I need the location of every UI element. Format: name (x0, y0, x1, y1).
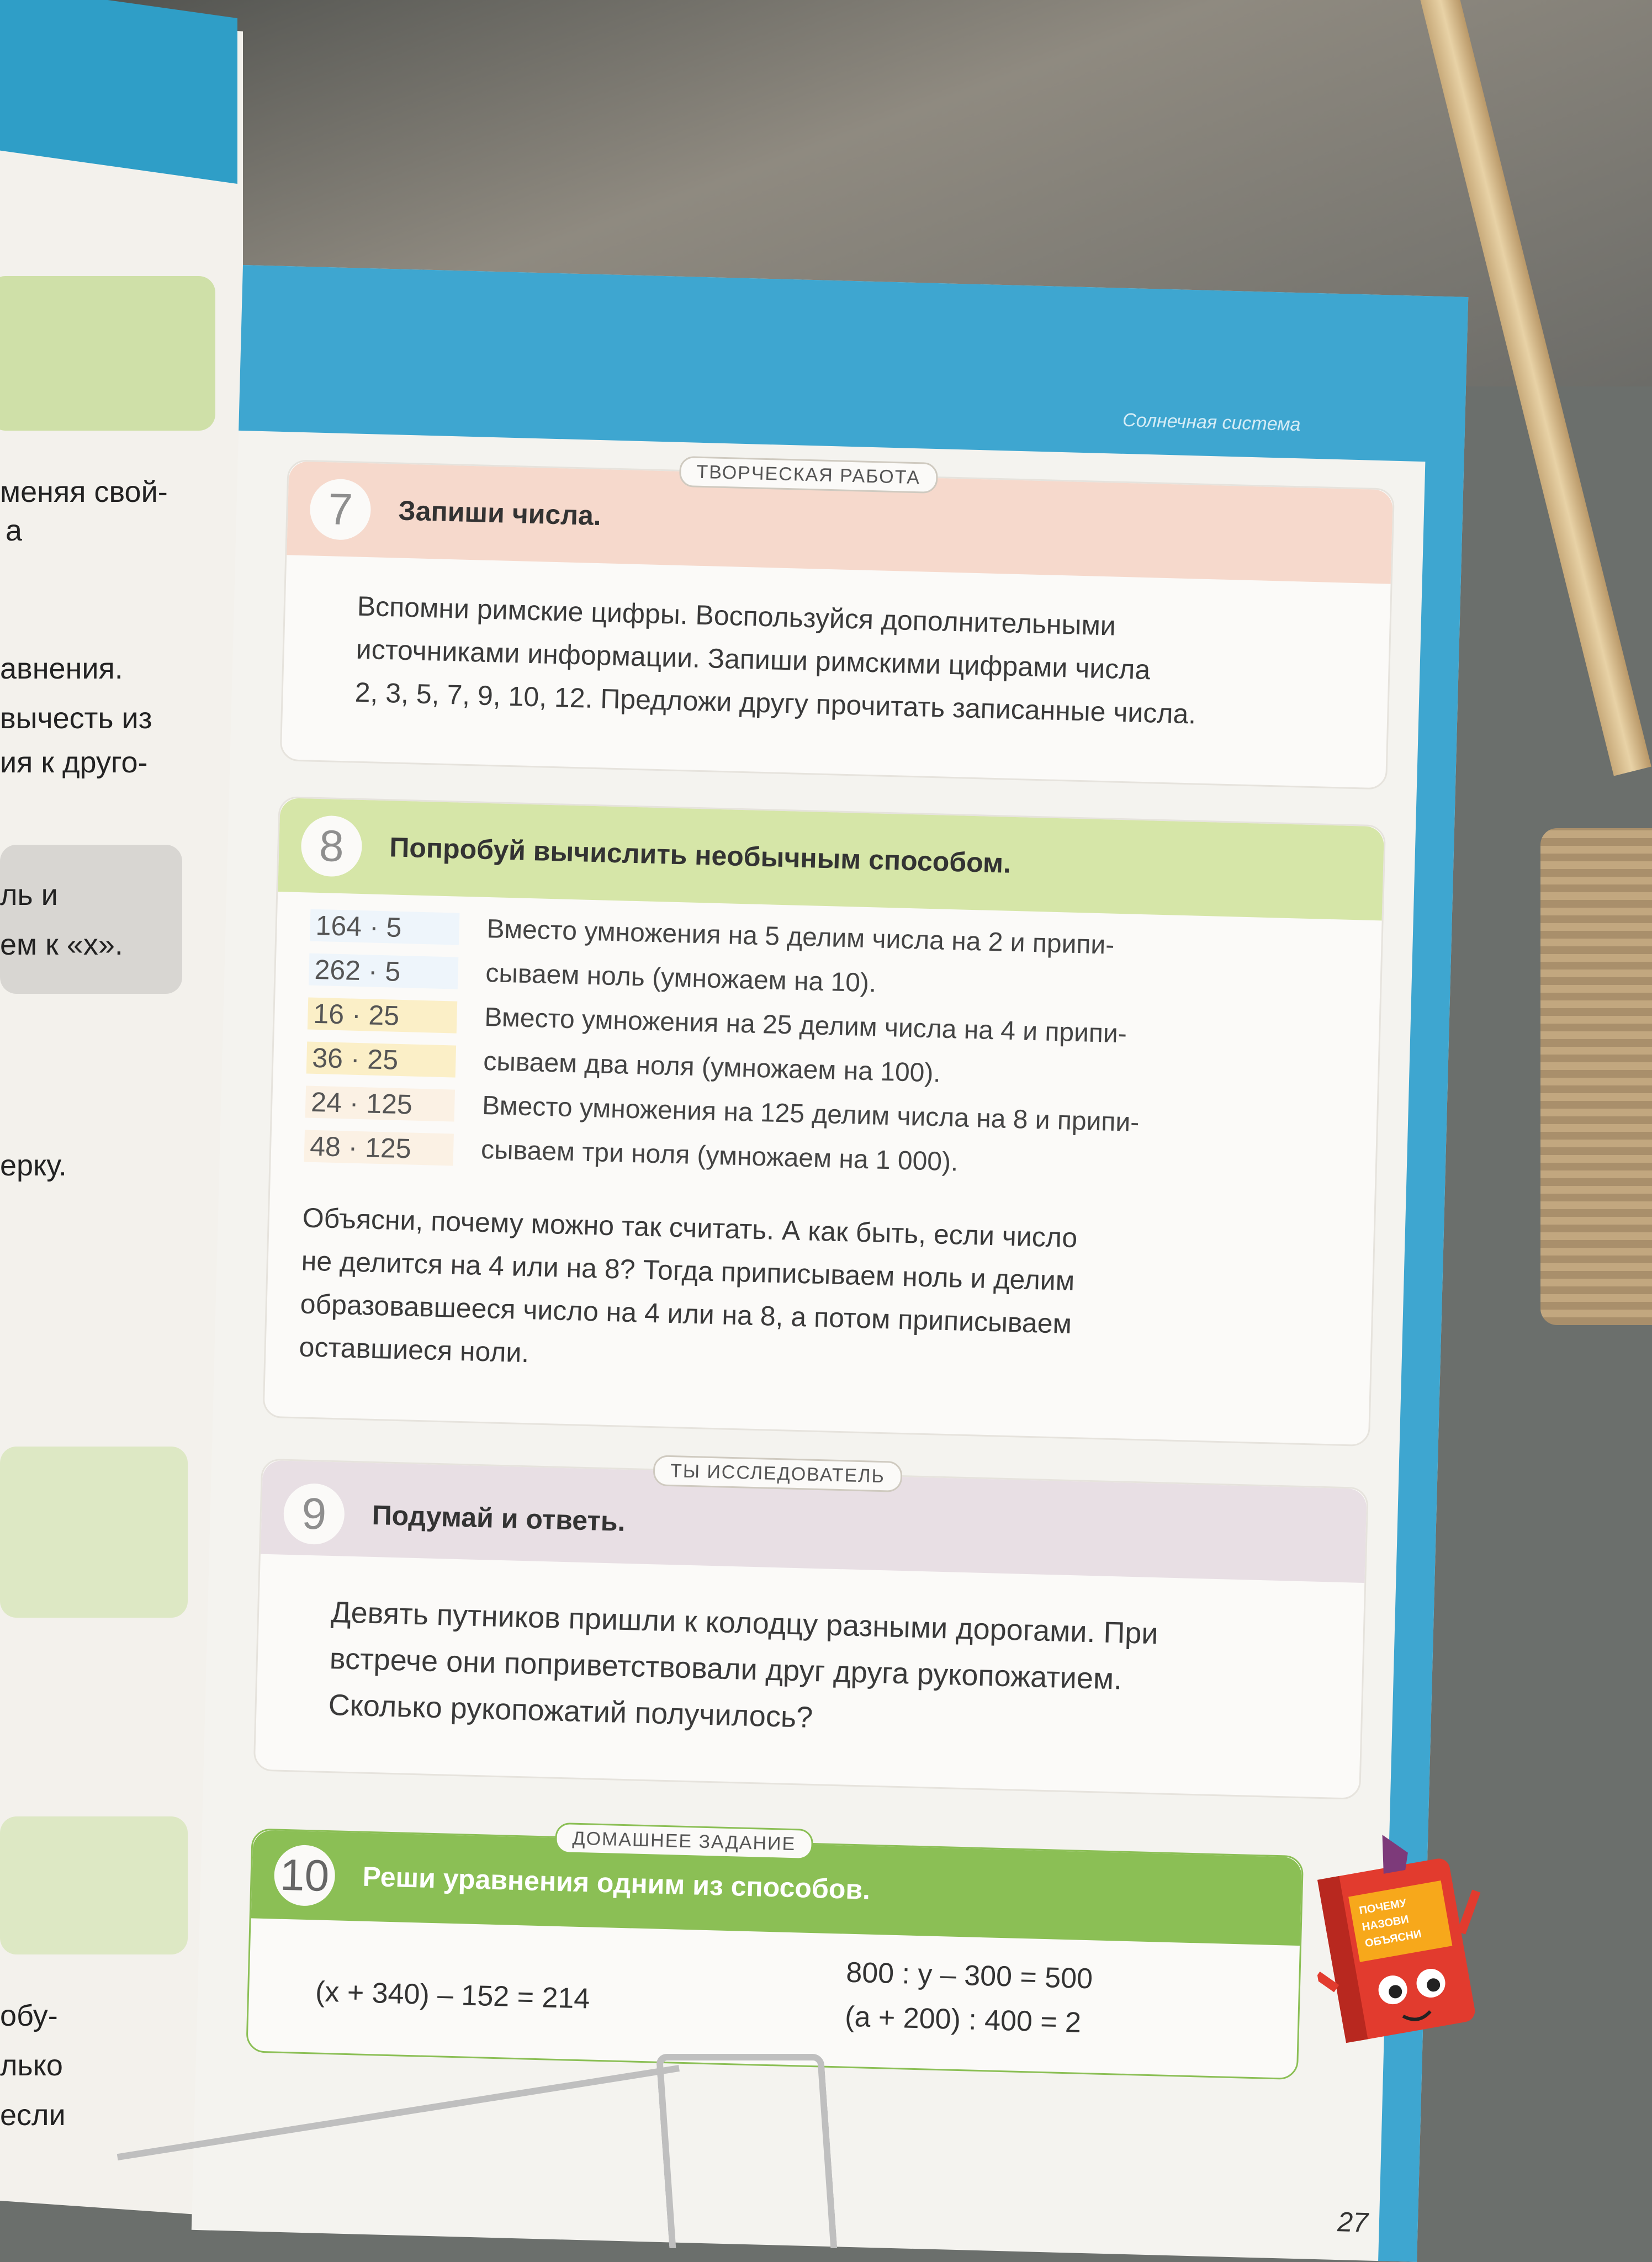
text-line: встрече они поприветствовали друг друга рукопожатием. (329, 1641, 1122, 1696)
page-number: 27 (1337, 2206, 1369, 2238)
task-7-text (354, 585, 1199, 736)
equation: (a + 200) : 400 = 2 (844, 2000, 1082, 2039)
task-8-row (309, 953, 458, 989)
rule-text: Вместо умножения на 5 делим числа на 2 и припи- (486, 914, 1115, 960)
right-page (192, 265, 1468, 2262)
task-7-card (280, 459, 1395, 790)
expression: 36 · 25 (306, 1042, 456, 1078)
left-page-green-box-2 (0, 1447, 188, 1618)
mascot-sign-line: ПОЧЕМУ (1358, 1897, 1407, 1917)
expression: 24 · 125 (305, 1085, 455, 1121)
left-page-gray-box (0, 845, 182, 994)
left-line: ль и (0, 878, 58, 912)
task-9-card (253, 1459, 1369, 1800)
task-8-explanation (299, 1196, 1078, 1389)
left-line: а (6, 514, 23, 547)
text-line: оставшиеся ноли. (299, 1331, 530, 1369)
left-line: лько (0, 2049, 63, 2082)
task-7-number: 7 (309, 478, 372, 541)
rule-text: сываем три ноля (умножаем на 1 000). (480, 1135, 959, 1177)
text-line: Вспомни римские цифры. Воспользуйся дополнительными (357, 590, 1116, 642)
left-line: вычесть из (0, 702, 152, 735)
task-8-card (262, 796, 1386, 1447)
equation: (x + 340) – 152 = 214 (315, 1975, 591, 2015)
equation: 800 : y – 300 = 500 (845, 1956, 1093, 1995)
rule-text: сываем два ноля (умножаем на 100). (483, 1046, 941, 1088)
creative-work-tag: ТВОРЧЕСКАЯ РАБОТА (679, 456, 938, 494)
mascot-sign-line: ОБЪЯСНИ (1364, 1927, 1423, 1950)
rule-text: сываем ноль (умножаем на 10). (485, 958, 877, 998)
task-8-number: 8 (300, 815, 363, 877)
task-10-card (246, 1828, 1304, 2080)
rule-text: Вместо умножения на 125 делим числа на 8 и припи- (481, 1090, 1140, 1138)
task-10-number: 10 (273, 1845, 336, 1907)
text-line: источниками информации. Запиши римскими цифрами числа (356, 633, 1151, 686)
rule-text: Вместо умножения на 25 делим числа на 4 и припи- (484, 1002, 1127, 1049)
text-line: не делится на 4 или на 8? Тогда приписываем ноль и делим (301, 1245, 1075, 1297)
homework-tag: ДОМАШНЕЕ ЗАДАНИЕ (555, 1823, 813, 1860)
text-line: Объясни, почему можно так считать. А как быть, если число (302, 1202, 1078, 1254)
left-page-green-box-3 (0, 1816, 188, 1954)
left-line: ия к друго- (0, 746, 148, 779)
text-line: 2, 3, 5, 7, 9, 10, 12. Предложи другу прочитать записанные числа. (354, 676, 1196, 730)
left-line: авнения. (0, 652, 123, 685)
text-line: Сколько рукопожатий получилось? (327, 1688, 813, 1734)
mascot-sign-line: НАЗОВИ (1361, 1913, 1410, 1933)
task-8-row (304, 1130, 454, 1166)
task-8-row (305, 1085, 455, 1121)
task-9-title: Подумай и ответь. (372, 1499, 626, 1537)
wire-stand (656, 2054, 838, 2248)
researcher-tag: ТЫ ИССЛЕДОВАТЕЛЬ (653, 1455, 902, 1492)
expression: 48 · 125 (304, 1130, 454, 1166)
left-line: обу- (0, 1999, 58, 2032)
task-8-row (310, 909, 459, 945)
left-line: ем к «х». (0, 928, 123, 961)
section-title: Солнечная система (1122, 409, 1301, 436)
task-8-title: Попробуй вычислить необычным способом. (389, 831, 1012, 879)
left-page-green-box (0, 276, 215, 431)
task-10-title: Реши уравнения одним из способов. (362, 1861, 871, 1905)
text-line: образовавшееся число на 4 или на 8, а потом приписываем (300, 1288, 1072, 1339)
task-8-row (308, 998, 457, 1034)
expression: 164 · 5 (310, 909, 459, 945)
task-9-text (328, 1589, 1159, 1750)
task-7-title: Запиши числа. (398, 495, 602, 532)
expression: 262 · 5 (309, 953, 458, 989)
expression: 16 · 25 (308, 998, 457, 1034)
left-line: меняя свой- (0, 475, 168, 508)
task-9-number: 9 (283, 1483, 345, 1545)
task-8-row (306, 1042, 456, 1078)
twine-jar (1540, 828, 1652, 1325)
left-line: ерку. (0, 1149, 67, 1182)
left-line: если (0, 2099, 66, 2132)
text-line: Девять путников пришли к колодцу разными дорогами. При (330, 1596, 1159, 1651)
